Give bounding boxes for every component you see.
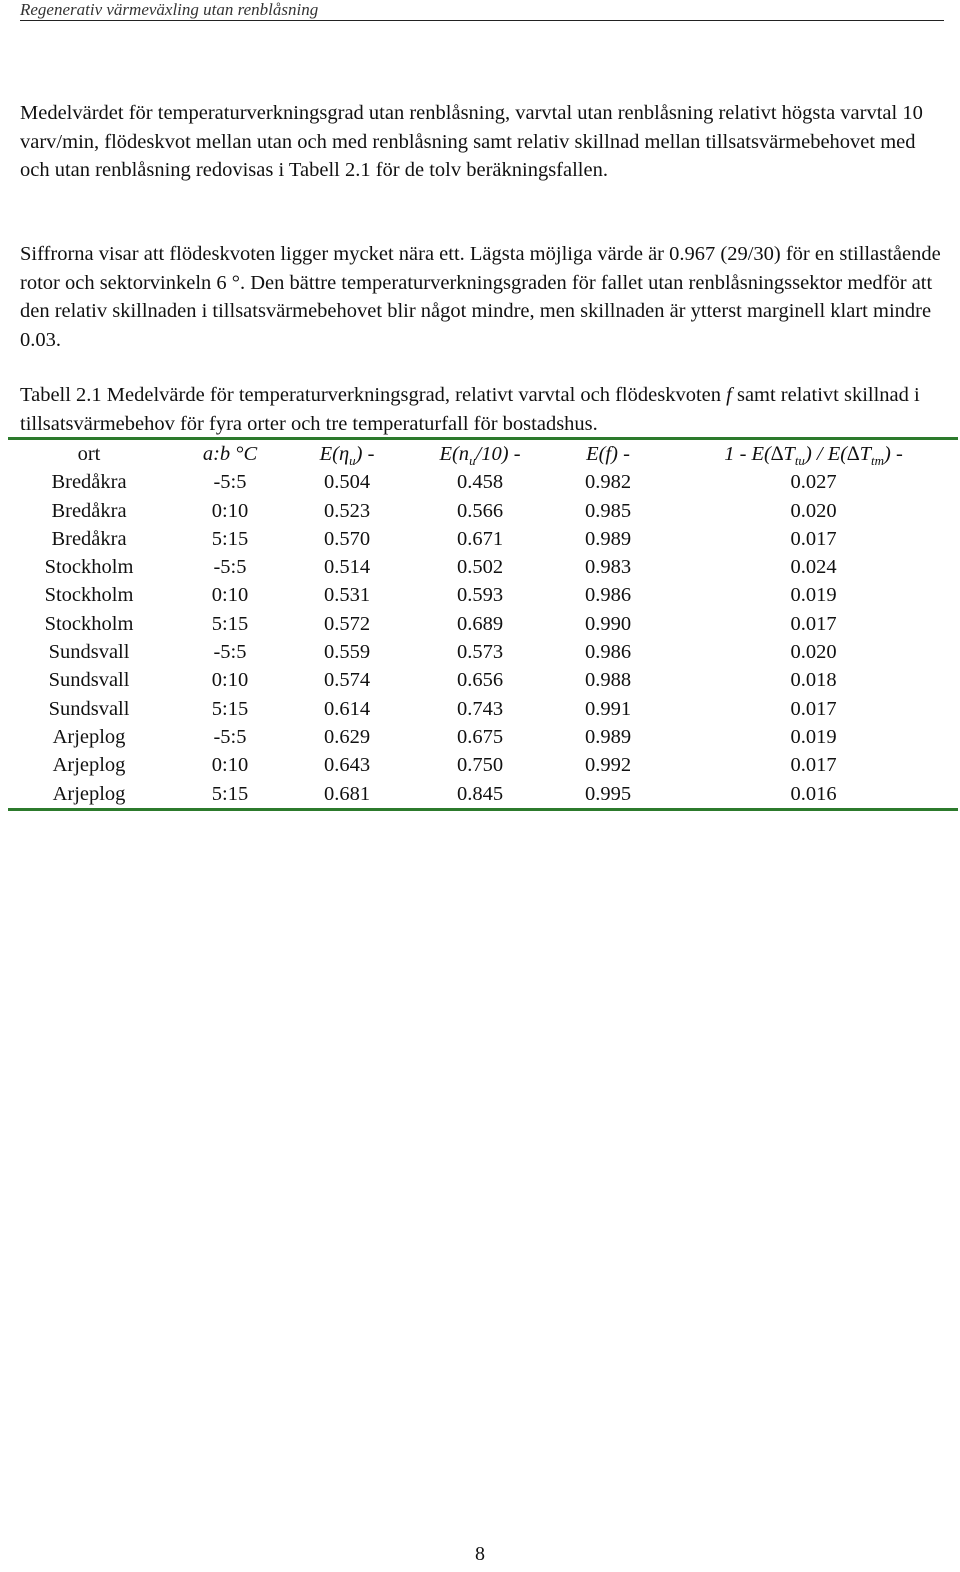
cell-ort: Sundsvall: [48, 641, 130, 664]
paragraph-analysis: Siffrorna visar att flödeskvoten ligger mycket nära ett. Lägsta möjliga värde är 0.967 (29/30) för en stillastående rotor och sektorvinkeln 6 °. Den bättre temperaturverkningsgraden för fallet utan renblåsningssektor medför att den relativ skillnaden i tillsatsvärmebehovet blir något mindre, men skillnaden är ytterst marginell klart mindre 0.03.: [20, 243, 941, 351]
cell-ort: Arjeplog: [52, 782, 126, 805]
table-row: [8, 525, 958, 553]
cell-ort: Arjeplog: [52, 725, 126, 748]
cell-ort: Arjeplog: [52, 754, 126, 777]
table-row: [8, 581, 958, 609]
cell-heat-demand-diff: 0.017: [790, 612, 837, 635]
cell-heat-demand-diff: 0.018: [790, 669, 837, 692]
table-row: [8, 780, 958, 808]
cell-efficiency: 0.504: [323, 471, 371, 494]
cell-heat-demand-diff: 0.027: [790, 471, 837, 494]
caption-text-before: Tabell 2.1 Medelvärde för temperaturverkningsgrad, relativt varvtal och flödeskvoten: [20, 384, 727, 406]
header-heat-sub2: tm: [871, 453, 885, 469]
header-heat-c: ) -: [884, 443, 903, 465]
cell-temperature-range: -5:5: [213, 556, 247, 579]
cell-temperature-range: 0:10: [211, 754, 249, 777]
header-heat-a: 1 - E(∆T: [724, 443, 795, 465]
cell-heat-demand-diff: 0.017: [790, 754, 837, 777]
cell-temperature-range: 0:10: [211, 499, 249, 522]
paragraph-intro: Medelvärdet för temperaturverkningsgrad utan renblåsning, varvtal utan renblåsning relativt högsta varvtal 10 varv/min, flödeskvot mellan utan och med renblåsning samt relativ skillnad mellan tillsatsvärmebehovet med och utan renblåsning redovisas i Tabell 2.1 för de tolv beräkningsfallen.: [20, 102, 923, 181]
cell-efficiency: 0.643: [323, 754, 371, 777]
header-heat-demand-diff: [696, 443, 931, 469]
header-speed-sub: u: [469, 453, 476, 469]
cell-efficiency: 0.681: [323, 782, 371, 805]
cell-efficiency: 0.574: [323, 669, 371, 692]
cell-flow-ratio: 0.982: [584, 471, 632, 494]
cell-relative-speed: 0.743: [456, 697, 504, 720]
cell-efficiency: 0.531: [323, 584, 371, 607]
cell-temperature-range: -5:5: [213, 641, 247, 664]
header-heat-sub1: tu: [794, 453, 805, 469]
cell-heat-demand-diff: 0.020: [790, 499, 837, 522]
cell-efficiency: 0.523: [323, 499, 371, 522]
header-temperature-range: a:b °C: [202, 443, 258, 465]
header-efficiency-sub: u: [349, 453, 356, 469]
table-header-row: [8, 440, 958, 468]
cell-efficiency: 0.614: [323, 697, 371, 720]
cell-relative-speed: 0.671: [456, 527, 504, 550]
cell-flow-ratio: 0.988: [584, 669, 632, 692]
table-row: [8, 610, 958, 638]
cell-efficiency: 0.629: [323, 725, 371, 748]
results-table: [8, 437, 958, 811]
cell-relative-speed: 0.675: [456, 725, 504, 748]
cell-temperature-range: 0:10: [211, 584, 249, 607]
table-row: [8, 638, 958, 666]
cell-ort: Stockholm: [44, 612, 134, 635]
table-row: [8, 751, 958, 779]
cell-efficiency: 0.559: [323, 641, 371, 664]
header-speed-a: E(n: [439, 443, 470, 465]
cell-flow-ratio: 0.989: [584, 527, 632, 550]
cell-temperature-range: 5:15: [211, 697, 249, 720]
cell-efficiency: 0.514: [323, 556, 371, 579]
header-ort: ort: [77, 443, 101, 465]
table-row: [8, 723, 958, 751]
cell-heat-demand-diff: 0.019: [790, 725, 837, 748]
header-efficiency-b: ) -: [355, 443, 375, 465]
table-row: [8, 695, 958, 723]
cell-temperature-range: -5:5: [213, 725, 247, 748]
header-relative-speed: [413, 443, 547, 469]
cell-relative-speed: 0.566: [456, 499, 504, 522]
table-row: [8, 468, 958, 496]
cell-flow-ratio: 0.986: [584, 584, 632, 607]
header-flow-ratio: E(f) -: [586, 443, 630, 465]
table-row: [8, 497, 958, 525]
cell-ort: Sundsvall: [48, 669, 130, 692]
cell-ort: Stockholm: [44, 556, 134, 579]
cell-relative-speed: 0.593: [456, 584, 504, 607]
cell-ort: Bredåkra: [51, 471, 127, 494]
cell-heat-demand-diff: 0.019: [790, 584, 837, 607]
header-efficiency: [296, 443, 398, 469]
cell-heat-demand-diff: 0.017: [790, 527, 837, 550]
page-number: 8: [475, 1543, 485, 1565]
cell-flow-ratio: 0.983: [584, 556, 632, 579]
cell-flow-ratio: 0.990: [584, 612, 632, 635]
cell-relative-speed: 0.502: [456, 556, 504, 579]
header-efficiency-a: E(η: [319, 443, 350, 465]
header-heat-b: ) / E(∆T: [804, 443, 872, 465]
header-speed-b: /10) -: [475, 443, 521, 465]
cell-relative-speed: 0.573: [456, 641, 504, 664]
cell-heat-demand-diff: 0.017: [790, 697, 837, 720]
cell-temperature-range: 5:15: [211, 782, 249, 805]
caption-text-after: samt relativt skillnad i tillsatsvärmebehov för fyra orter och tre temperaturfall för bostadshus.: [20, 384, 920, 435]
cell-flow-ratio: 0.985: [584, 499, 632, 522]
table-row: [8, 553, 958, 581]
cell-relative-speed: 0.750: [456, 754, 504, 777]
cell-relative-speed: 0.656: [456, 669, 504, 692]
cell-efficiency: 0.570: [323, 527, 371, 550]
cell-flow-ratio: 0.995: [584, 782, 632, 805]
cell-temperature-range: 5:15: [211, 612, 249, 635]
cell-heat-demand-diff: 0.020: [790, 641, 837, 664]
table-body: [8, 468, 958, 808]
table-row: [8, 666, 958, 694]
cell-relative-speed: 0.845: [456, 782, 504, 805]
cell-temperature-range: 0:10: [211, 669, 249, 692]
cell-relative-speed: 0.689: [456, 612, 504, 635]
cell-flow-ratio: 0.992: [584, 754, 632, 777]
cell-heat-demand-diff: 0.024: [790, 556, 837, 579]
cell-ort: Sundsvall: [48, 697, 130, 720]
cell-relative-speed: 0.458: [456, 471, 504, 494]
cell-heat-demand-diff: 0.016: [790, 782, 837, 805]
cell-flow-ratio: 0.986: [584, 641, 632, 664]
cell-flow-ratio: 0.989: [584, 725, 632, 748]
cell-flow-ratio: 0.991: [584, 697, 632, 720]
cell-ort: Stockholm: [44, 584, 134, 607]
cell-ort: Bredåkra: [51, 499, 127, 522]
cell-ort: Bredåkra: [51, 527, 127, 550]
caption-symbol-f: f: [726, 384, 732, 406]
cell-efficiency: 0.572: [323, 612, 371, 635]
cell-temperature-range: 5:15: [211, 527, 249, 550]
running-header: Regenerativ värmeväxling utan renblåsning: [20, 0, 944, 21]
table-caption: [20, 381, 945, 438]
cell-temperature-range: -5:5: [213, 471, 247, 494]
